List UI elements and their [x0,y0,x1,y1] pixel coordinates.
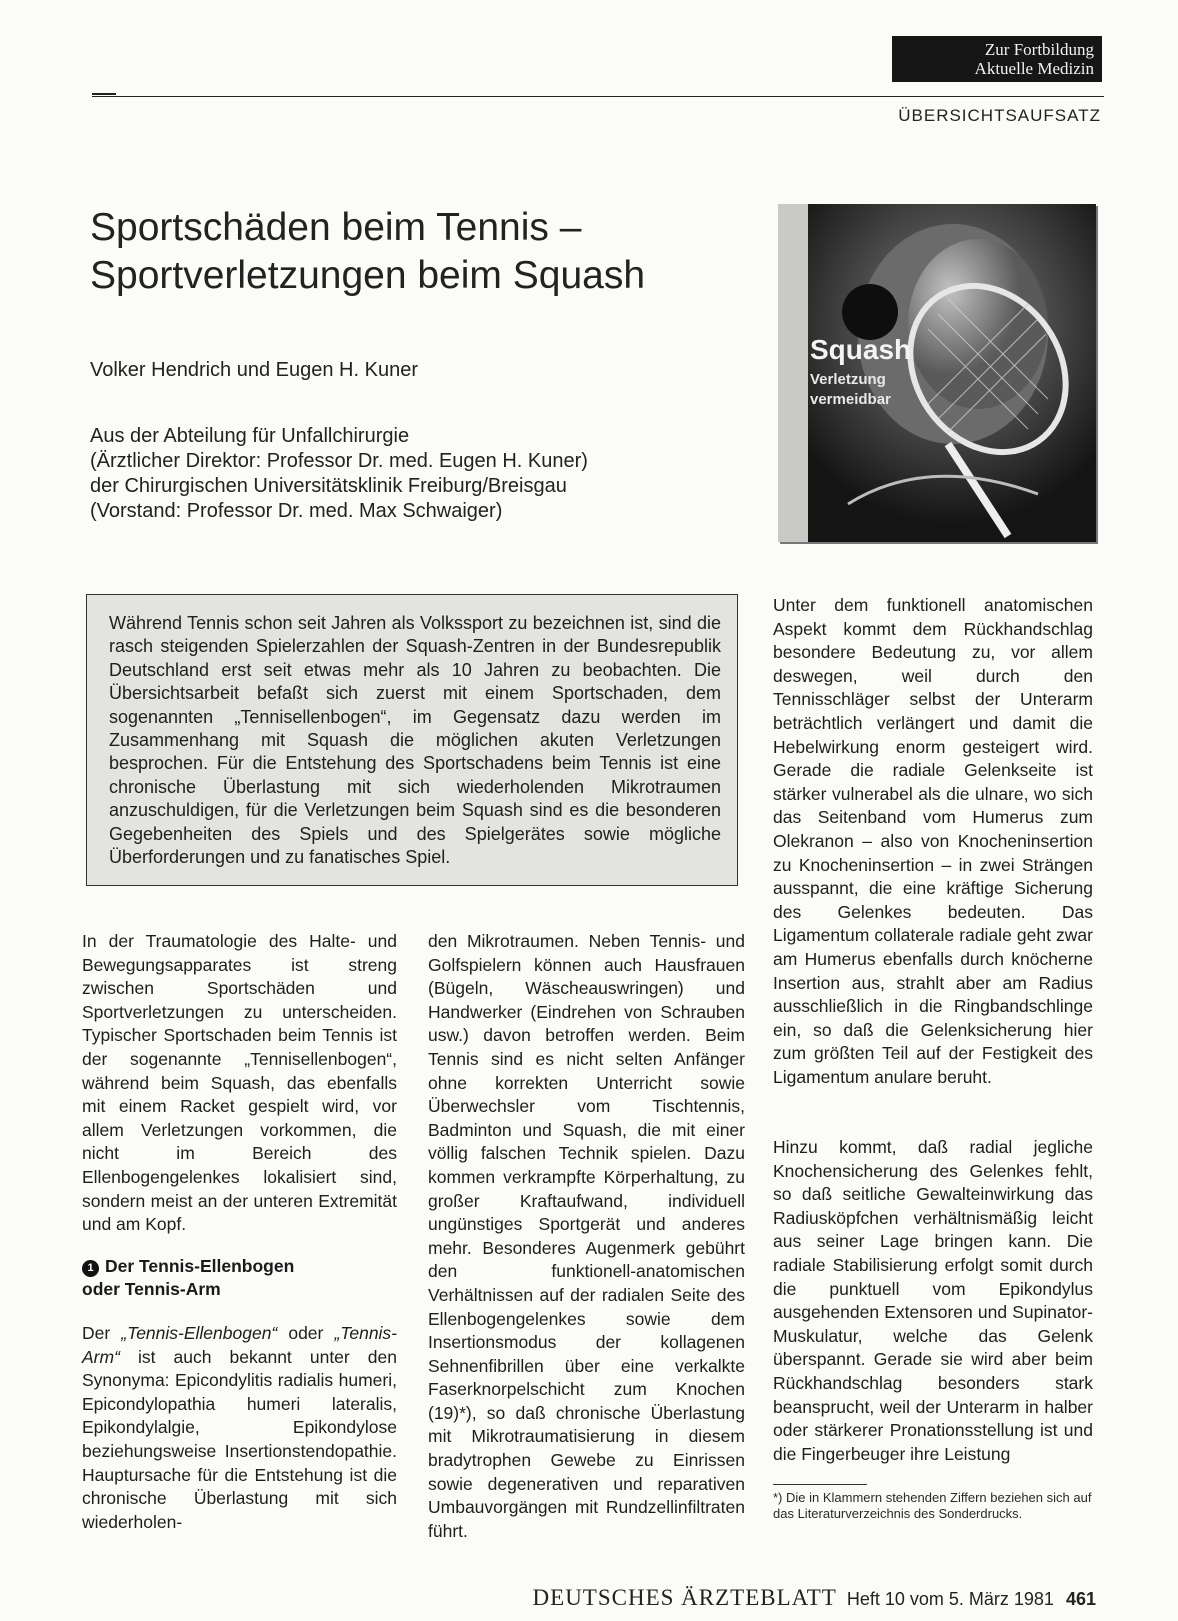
photo-caption-line-2: Verletzung [810,371,886,388]
section-number: 1 [82,1260,99,1277]
footnote-rule [773,1484,867,1485]
header-rule [92,96,1104,97]
text-run: Der [82,1323,122,1343]
affiliation-line: der Chirurgischen Universitätsklinik Freiburg/Breisgau [90,475,567,497]
column-2 [428,930,745,1543]
article-title [90,204,645,300]
term-tennis-arm: „Tennis-Arm“ [82,1323,398,1367]
footnote: *) Die in Klammern stehenden Ziffern beziehen sich auf das Literaturverzeichnis des Sonderdrucks. [773,1490,1092,1521]
photo-caption-line-3: vermeidbar [810,391,891,408]
photo-illustration [778,204,1096,542]
paragraph [82,1322,397,1534]
page-footer [0,1585,1096,1611]
badge-line-1: Zur Fortbildung [984,40,1094,59]
paragraph: Unter dem funktionell anatomischen Aspekt kommt dem Rückhandschlag besondere Bedeutung zu, vor allem deswegen, weil durch den Tennisschläger selbst der Unterarm beträchtlich verlängert und damit die Hebelwirkung enorm gesteigert wird. Gerade die radiale Gelenkseite ist stärker vulnerabel als die ulnare, wo sich das Seitenband vom Humerus zum Olekranon – also von Knocheninsertion zu Knocheninsertion – in zwei Strängen ausspannt, die eine kräftige Sicherung des Gelenkes bedeuten. Das Ligamentum collaterale radiale geht zwar am Humerus ebenfalls durch knöcherne Insertion aus, strahlt aber am Radius ausschließlich in die Ringbandschlinge ein, so daß die Gelenksicherung hier zum größten Teil auf der Festigkeit des Ligamentum anulare beruht. [773,595,1093,1087]
paragraph: Hinzu kommt, daß radial jegliche Knochensicherung des Gelenkes fehlt, so daß seitliche Gewalteinwirkung das Radiusköpfchen verhältnismäßig leicht aus seiner Lage bringen kann. Die radiale Stabilisierung erfolgt somit durch die punktuell vom Epikondylus ausgehenden Extensoren und Supinator-Muskulatur, welche das Gelenk überspannt. Gerade sie wird aber beim Rückhandschlag besonders stark beansprucht, weil der Unterarm in halber oder stärkerer Pronationsstellung ist und die Fingerbeuger ihre Leistung [773,1137,1093,1464]
section-heading [82,1255,397,1301]
authors: Volker Hendrich und Eugen H. Kuner [90,359,418,381]
issue-info: Heft 10 vom 5. März 1981 [846,1589,1054,1609]
section-title-line-1: Der Tennis-Ellenbogen [105,1256,295,1276]
column-1-section [82,1322,397,1534]
column-3-bottom [773,1136,1093,1466]
section-badge [892,36,1102,82]
column-1-intro [82,930,397,1237]
paragraph: In der Traumatologie des Halte- und Bewegungsapparates ist streng zwischen Sportschäden und Sportverletzungen zu unterscheiden. Typischer Sportschaden beim Tennis ist der sogenannte „Tennisellenbogen“, während beim Squash, das ebenfalls mit einem Racket gespielt wird, vor allem Verletzungen vorkommen, die nicht im Bereich des Ellenbogengelenkes lokalisiert sind, sondern meist an der unteren Extremität und am Kopf. [82,931,397,1235]
term-tennis-ellenbogen: „Tennis-Ellenbogen“ [121,1323,278,1343]
text-run: oder [277,1323,335,1343]
page-number: 461 [1065,1589,1096,1609]
section-title-line-2: oder Tennis-Arm [82,1279,221,1299]
text-run: ist auch bekannt unter den Synonyma: Epicondylitis radialis humeri, Epicondylopathia humeri lateralis, Epikondylalgie, Epikondylose beziehungsweise Insertionstendopathie. Hauptursache für die Entstehung ist die chronische Überlastung mit sich wiederholen- [82,1346,397,1532]
column-3-top [773,594,1093,1089]
title-line-2: Sportverletzungen beim Squash [90,254,646,297]
cover-photo [778,204,1096,542]
badge-line-2: Aktuelle Medizin [974,59,1094,78]
header-tick [92,93,116,95]
affiliation-line: Aus der Abteilung für Unfallchirurgie [90,425,410,447]
paragraph: den Mikrotraumen. Neben Tennis- und Golfspielern können auch Hausfrauen (Bügeln, Wäscheauswringen) und Handwerker (Eindrehen von Schrauben usw.) davon betroffen werden. Beim Tennis sind es nicht selten Anfänger ohne korrekten Unterricht sowie Überwechsler vom Tischtennis, Badminton und Squash, die mit einer völlig falschen Technik spielen. Dazu kommen verkrampfte Körperhaltung, zu großer Kraftaufwand, individuell ungünstiges Sportgerät und anderes mehr. Besonderes Augenmerk gebührt den funktionell-anatomischen Verhältnissen auf der radialen Seite des Ellenbogengelenkes sowie dem Insertionsmodus der kollagenen Sehnenfibrillen über eine verkalkte Faserknorpelschicht zum Knochen (19)*), so daß chronische Überlastung mit Mikrotraumatisierung in diesem bradytrophen Gewebe zu Einrissen sowie degenerativen und reparativen Umbauvorgängen mit Rundzellinfiltraten führt. [428,931,745,1541]
affiliation [90,424,588,524]
affiliation-line: (Vorstand: Professor Dr. med. Max Schwaiger) [90,500,503,522]
section-label: ÜBERSICHTSAUFSATZ [898,106,1101,125]
journal-name: DEUTSCHES ÄRZTEBLATT [532,1585,837,1610]
title-line-1: Sportschäden beim Tennis – [90,206,582,249]
affiliation-line: (Ärztlicher Direktor: Professor Dr. med. Eugen H. Kuner) [90,450,588,472]
abstract-text: Während Tennis schon seit Jahren als Volkssport zu bezeichnen ist, sind die rasch steigenden Spielerzahlen der Squash-Zentren in der Bundesrepublik Deutschland erst seit etwas mehr als 10 Jahren zu beobachten. Die Übersichtsarbeit befaßt sich zuerst mit einem Sportschaden, dem sogenannten „Tennisellenbogen“, im Gegensatz dazu werden im Zusammenhang mit Squash die möglichen akuten Verletzungen besprochen. Für die Entstehung des Sportschadens beim Tennis ist eine chronische Überlastung mit sich wiederholenden Mikrotraumen anzuschuldigen, für die Verletzungen beim Squash sind es die besonderen Gegebenheiten des Spiels und des Spielgerätes sowie mögliche Überforderungen und zu fanatisches Spiel. [109,613,721,868]
photo-caption-word: Squash [810,334,912,365]
